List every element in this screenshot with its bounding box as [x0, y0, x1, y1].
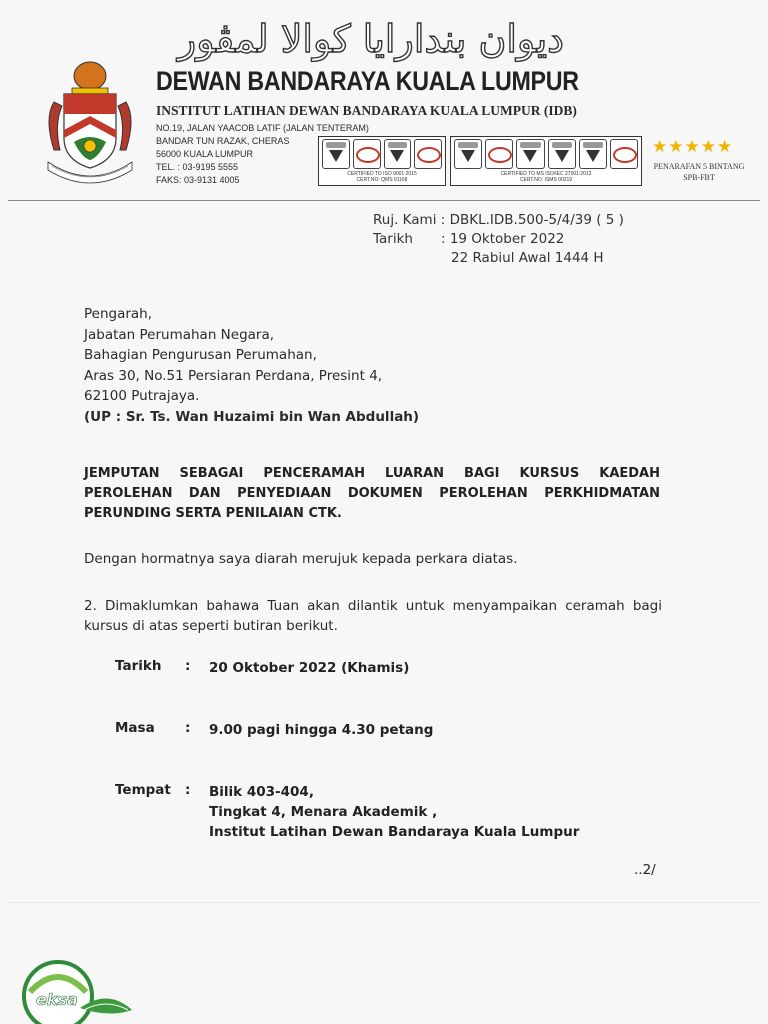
five-star-icon: ★★★★★: [652, 137, 734, 157]
recipient-address: [84, 304, 419, 427]
certification-badge-icon: [454, 139, 482, 169]
detail-label: Masa: [115, 720, 155, 736]
detail-value: 9.00 pagi hingga 4.30 petang: [209, 722, 434, 738]
certification-badge-icon: [485, 139, 513, 169]
rating-line: SPB-FBT: [683, 173, 715, 182]
recipient-line: Aras 30, No.51 Persiaran Perdana, Presint 4,: [84, 367, 383, 384]
certification-badge-icon: [384, 139, 412, 169]
certification-badges: [318, 136, 642, 186]
detail-value: 20 Oktober 2022 (Khamis): [209, 660, 410, 676]
venue-line: Tingkat 4, Menara Akademik ,: [209, 804, 438, 820]
venue-line: Institut Latihan Dewan Bandaraya Kuala Lumpur: [209, 824, 580, 840]
cert-caption-line: CERTIFIED TO ISO 9001:2015: [347, 171, 417, 177]
recipient-line: 62100 Putrajaya.: [84, 388, 200, 404]
cert-caption-line: CERT.NO: ISMS 00219: [519, 177, 573, 183]
cert-caption-line: CERT.NO: QMS 01168: [356, 177, 408, 183]
letter-subject: JEMPUTAN SEBAGAI PENCERAMAH LUARAN BAGI KURSUS KAEDAH PEROLEHAN DAN PENYEDIAAN DOKUMEN PEROLEHAN PERKHIDMATAN PERUNDING SERTA PENILAIAN CTK.: [84, 466, 660, 521]
hijri-date: 22 Rabiul Awal 1444 H: [451, 250, 604, 266]
letter-date: : 19 Oktober 2022: [441, 231, 565, 247]
reference-block: [373, 211, 624, 268]
cert-caption: [321, 171, 443, 183]
detail-label: Tarikh: [115, 658, 162, 674]
date-label: Tarikh: [373, 231, 413, 247]
detail-label: Tempat: [115, 782, 171, 798]
institute-name: INSTITUT LATIHAN DEWAN BANDARAYA KUALA LUMPUR (IDB): [156, 103, 577, 118]
body-paragraph-2: 2. Dimaklumkan bahawa Tuan akan dilantik untuk menyampaikan ceramah bagi kursus di atas seperti butiran berikut.: [84, 598, 662, 634]
iso-9001-cert-group: [318, 136, 446, 186]
dbkl-crest-logo: [40, 58, 140, 188]
star-rating-label: [640, 161, 758, 183]
ekso-logo-icon: [20, 952, 136, 1024]
phone-line: TEL. : 03-9195 5555: [156, 162, 239, 172]
page-continuation: ..2/: [634, 862, 656, 878]
footer-divider: [8, 902, 760, 903]
header-divider: [8, 200, 760, 201]
fax-line: FAKS: 03-9131 4005: [156, 175, 240, 185]
attention-line: (UP : Sr. Ts. Wan Huzaimi bin Wan Abdullah): [84, 408, 420, 425]
detail-colon: :: [185, 782, 191, 798]
certification-badge-icon: [322, 139, 350, 169]
certification-badge-icon: [353, 139, 381, 169]
cert-caption-line: CERTIFIED TO MS ISO/IEC 27001:2013: [500, 171, 592, 177]
detail-colon: :: [185, 658, 191, 674]
jawi-title: ديوان بندارايا كوالا لمڤور: [177, 17, 565, 61]
recipient-line: Bahagian Pengurusan Perumahan,: [84, 347, 317, 363]
iso-27001-cert-group: [450, 136, 642, 186]
address-line: 56000 KUALA LUMPUR: [156, 149, 254, 159]
certification-badge-icon: [516, 139, 544, 169]
certification-badge-icon: [579, 139, 607, 169]
address-line: BANDAR TUN RAZAK, CHERAS: [156, 136, 290, 146]
address-line: NO.19, JALAN YAACOB LATIF (JALAN TENTERAM): [156, 123, 369, 133]
reference-label: Ruj. Kami: [373, 212, 437, 228]
certification-badge-icon: [414, 139, 442, 169]
venue-line: Bilik 403-404,: [209, 784, 314, 800]
rating-line: PENARAFAN 5 BINTANG: [653, 162, 745, 171]
organization-name: DEWAN BANDARAYA KUALA LUMPUR: [156, 66, 579, 96]
certification-badge-icon: [548, 139, 576, 169]
certification-badge-icon: [610, 139, 638, 169]
greeting-paragraph: Dengan hormatnya saya diarah merujuk kepada perkara diatas.: [84, 551, 518, 567]
detail-value: [209, 782, 579, 842]
ekso-logo-text: eksa: [36, 990, 78, 1009]
recipient-line: Pengarah,: [84, 306, 153, 322]
recipient-line: Jabatan Perumahan Negara,: [84, 326, 275, 343]
reference-number: : DBKL.IDB.500-5/4/39 ( 5 ): [440, 212, 624, 228]
cert-caption: [453, 171, 639, 183]
detail-colon: :: [185, 720, 191, 736]
